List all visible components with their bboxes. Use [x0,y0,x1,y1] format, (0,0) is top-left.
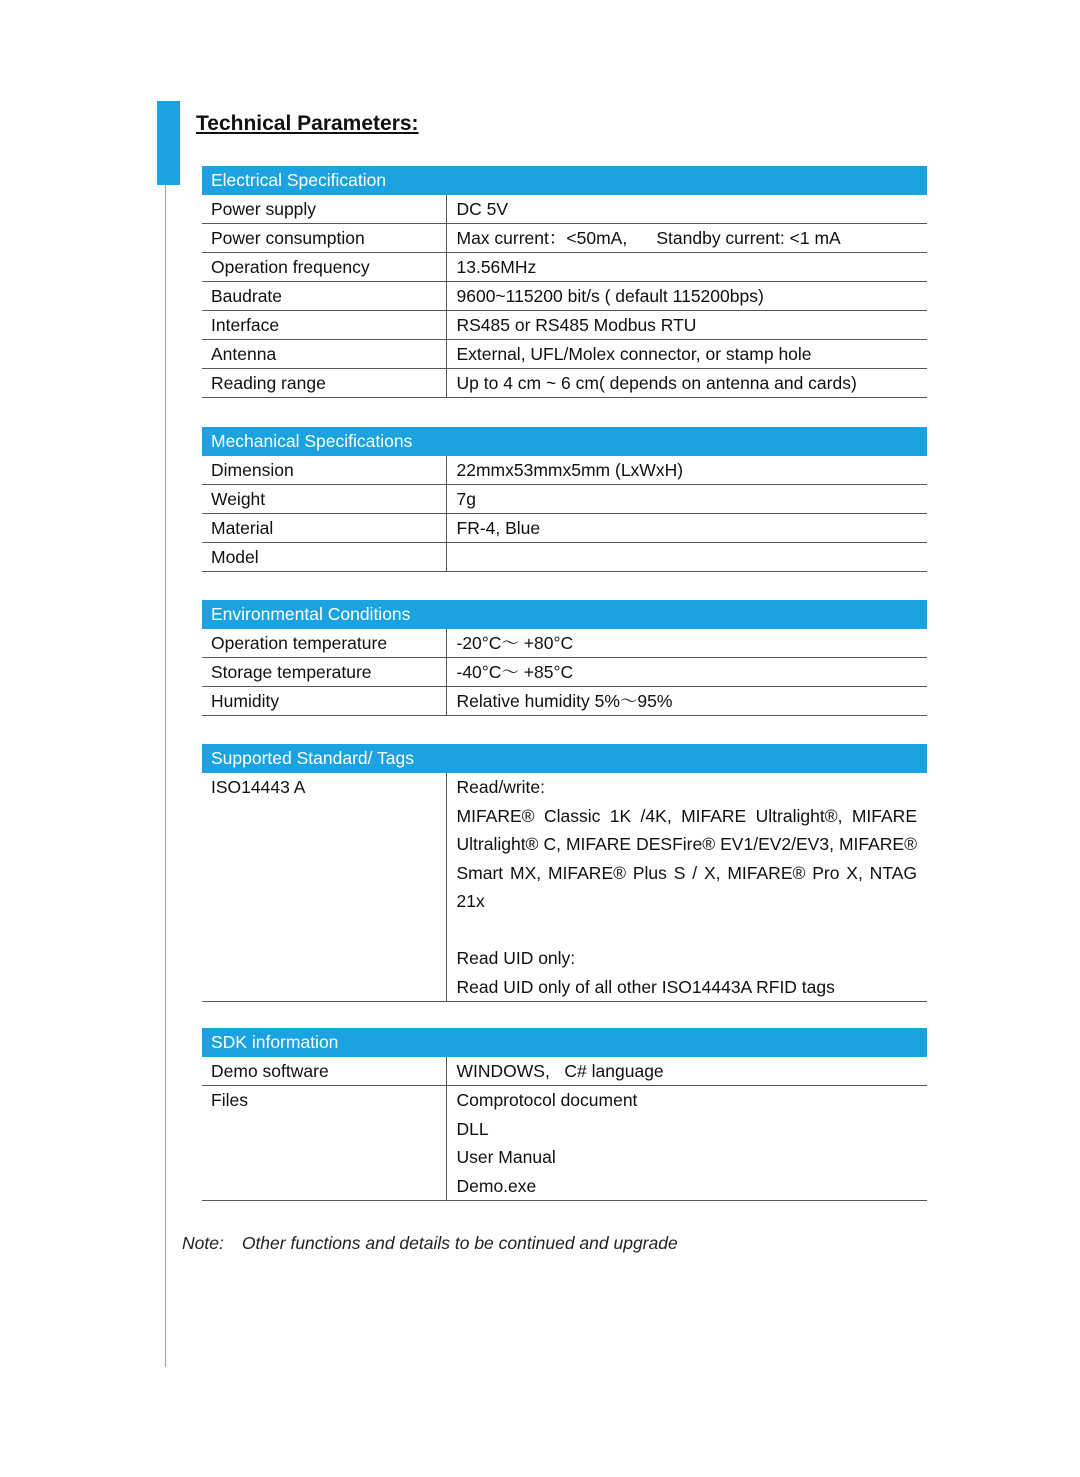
param-name: Interface [202,311,446,340]
electrical-table [202,195,927,398]
list-item: Comprotocol document [456,1090,638,1110]
mechanical-section [202,427,927,572]
param-value: 9600~115200 bit/s ( default 115200bps) [446,282,927,311]
environmental-section [202,600,927,716]
param-name: Humidity [202,687,446,716]
table-row [202,543,927,572]
param-name: Storage temperature [202,658,446,687]
param-value: 13.56MHz [446,253,927,282]
list-item: Demo.exe [456,1175,537,1196]
table-row [202,195,927,224]
param-name: Power supply [202,195,446,224]
sdk-section [202,1028,927,1201]
table-row [202,456,927,485]
param-name: Weight [202,485,446,514]
table-row [202,311,927,340]
param-value: -20°C～ +80°C [446,629,927,658]
param-name: Baudrate [202,282,446,311]
table-row [202,514,927,543]
table-row [202,687,927,716]
accent-bar [157,101,180,185]
read-uid-tags: Read UID only of all other ISO14443A RFID tags [456,976,835,997]
section-heading: Mechanical Specifications [202,427,927,456]
param-name: Material [202,514,446,543]
param-name: Operation frequency [202,253,446,282]
param-name: ISO14443 A [202,773,446,1002]
list-item: User Manual [456,1147,556,1167]
mechanical-table [202,456,927,572]
table-row [202,629,927,658]
table-row [202,340,927,369]
standards-table [202,773,927,1002]
table-row [202,773,927,1002]
section-heading: SDK information [202,1028,927,1057]
note-text: Other functions and details to be continued and upgrade [241,1233,678,1253]
read-write-tags: MIFARE® Classic 1K /4K, MIFARE Ultralight®, MIFARE Ultralight® C, MIFARE DESFire® EV1/EV2/EV3, MIFARE® Smart MX, MIFARE® Plus S / X, MIFARE® Pro X, NTAG 21x [456,805,917,911]
read-uid-label: Read UID only: [456,948,576,968]
table-row [202,369,927,398]
param-value: Up to 4 cm ~ 6 cm( depends on antenna and cards) [446,369,927,398]
sdk-table [202,1057,927,1201]
param-value: WINDOWS, C# language [446,1057,927,1086]
footnote [182,1233,678,1254]
param-name: Antenna [202,340,446,369]
param-name: Files [202,1086,446,1201]
param-value: Relative humidity 5%～95% [446,687,927,716]
table-row [202,485,927,514]
environmental-table [202,629,927,716]
table-row [202,282,927,311]
section-heading: Electrical Specification [202,166,927,195]
param-name: Model [202,543,446,572]
page-title: Technical Parameters: [196,112,419,135]
electrical-section [202,166,927,398]
param-name: Operation temperature [202,629,446,658]
table-row [202,224,927,253]
param-name: Power consumption [202,224,446,253]
table-row [202,658,927,687]
param-value: -40°C～ +85°C [446,658,927,687]
note-label: Note: [182,1233,224,1253]
table-row [202,253,927,282]
param-value: 22mmx53mmx5mm (LxWxH) [446,456,927,485]
table-row [202,1057,927,1086]
param-value: FR-4, Blue [446,514,927,543]
param-name: Demo software [202,1057,446,1086]
standards-section [202,744,927,1002]
section-heading: Supported Standard/ Tags [202,744,927,773]
param-name: Reading range [202,369,446,398]
accent-line [165,185,166,1367]
param-value: Max current：<50mA, Standby current: <1 mA [446,224,927,253]
param-value [446,543,927,572]
files-list [446,1086,927,1201]
param-value: 7g [446,485,927,514]
param-value: DC 5V [446,195,927,224]
section-heading: Environmental Conditions [202,600,927,629]
param-value: External, UFL/Molex connector, or stamp hole [446,340,927,369]
param-name: Dimension [202,456,446,485]
table-row [202,1086,927,1201]
param-value: RS485 or RS485 Modbus RTU [446,311,927,340]
read-write-label: Read/write: [456,777,546,797]
list-item: DLL [456,1118,489,1139]
param-value [446,773,927,1002]
